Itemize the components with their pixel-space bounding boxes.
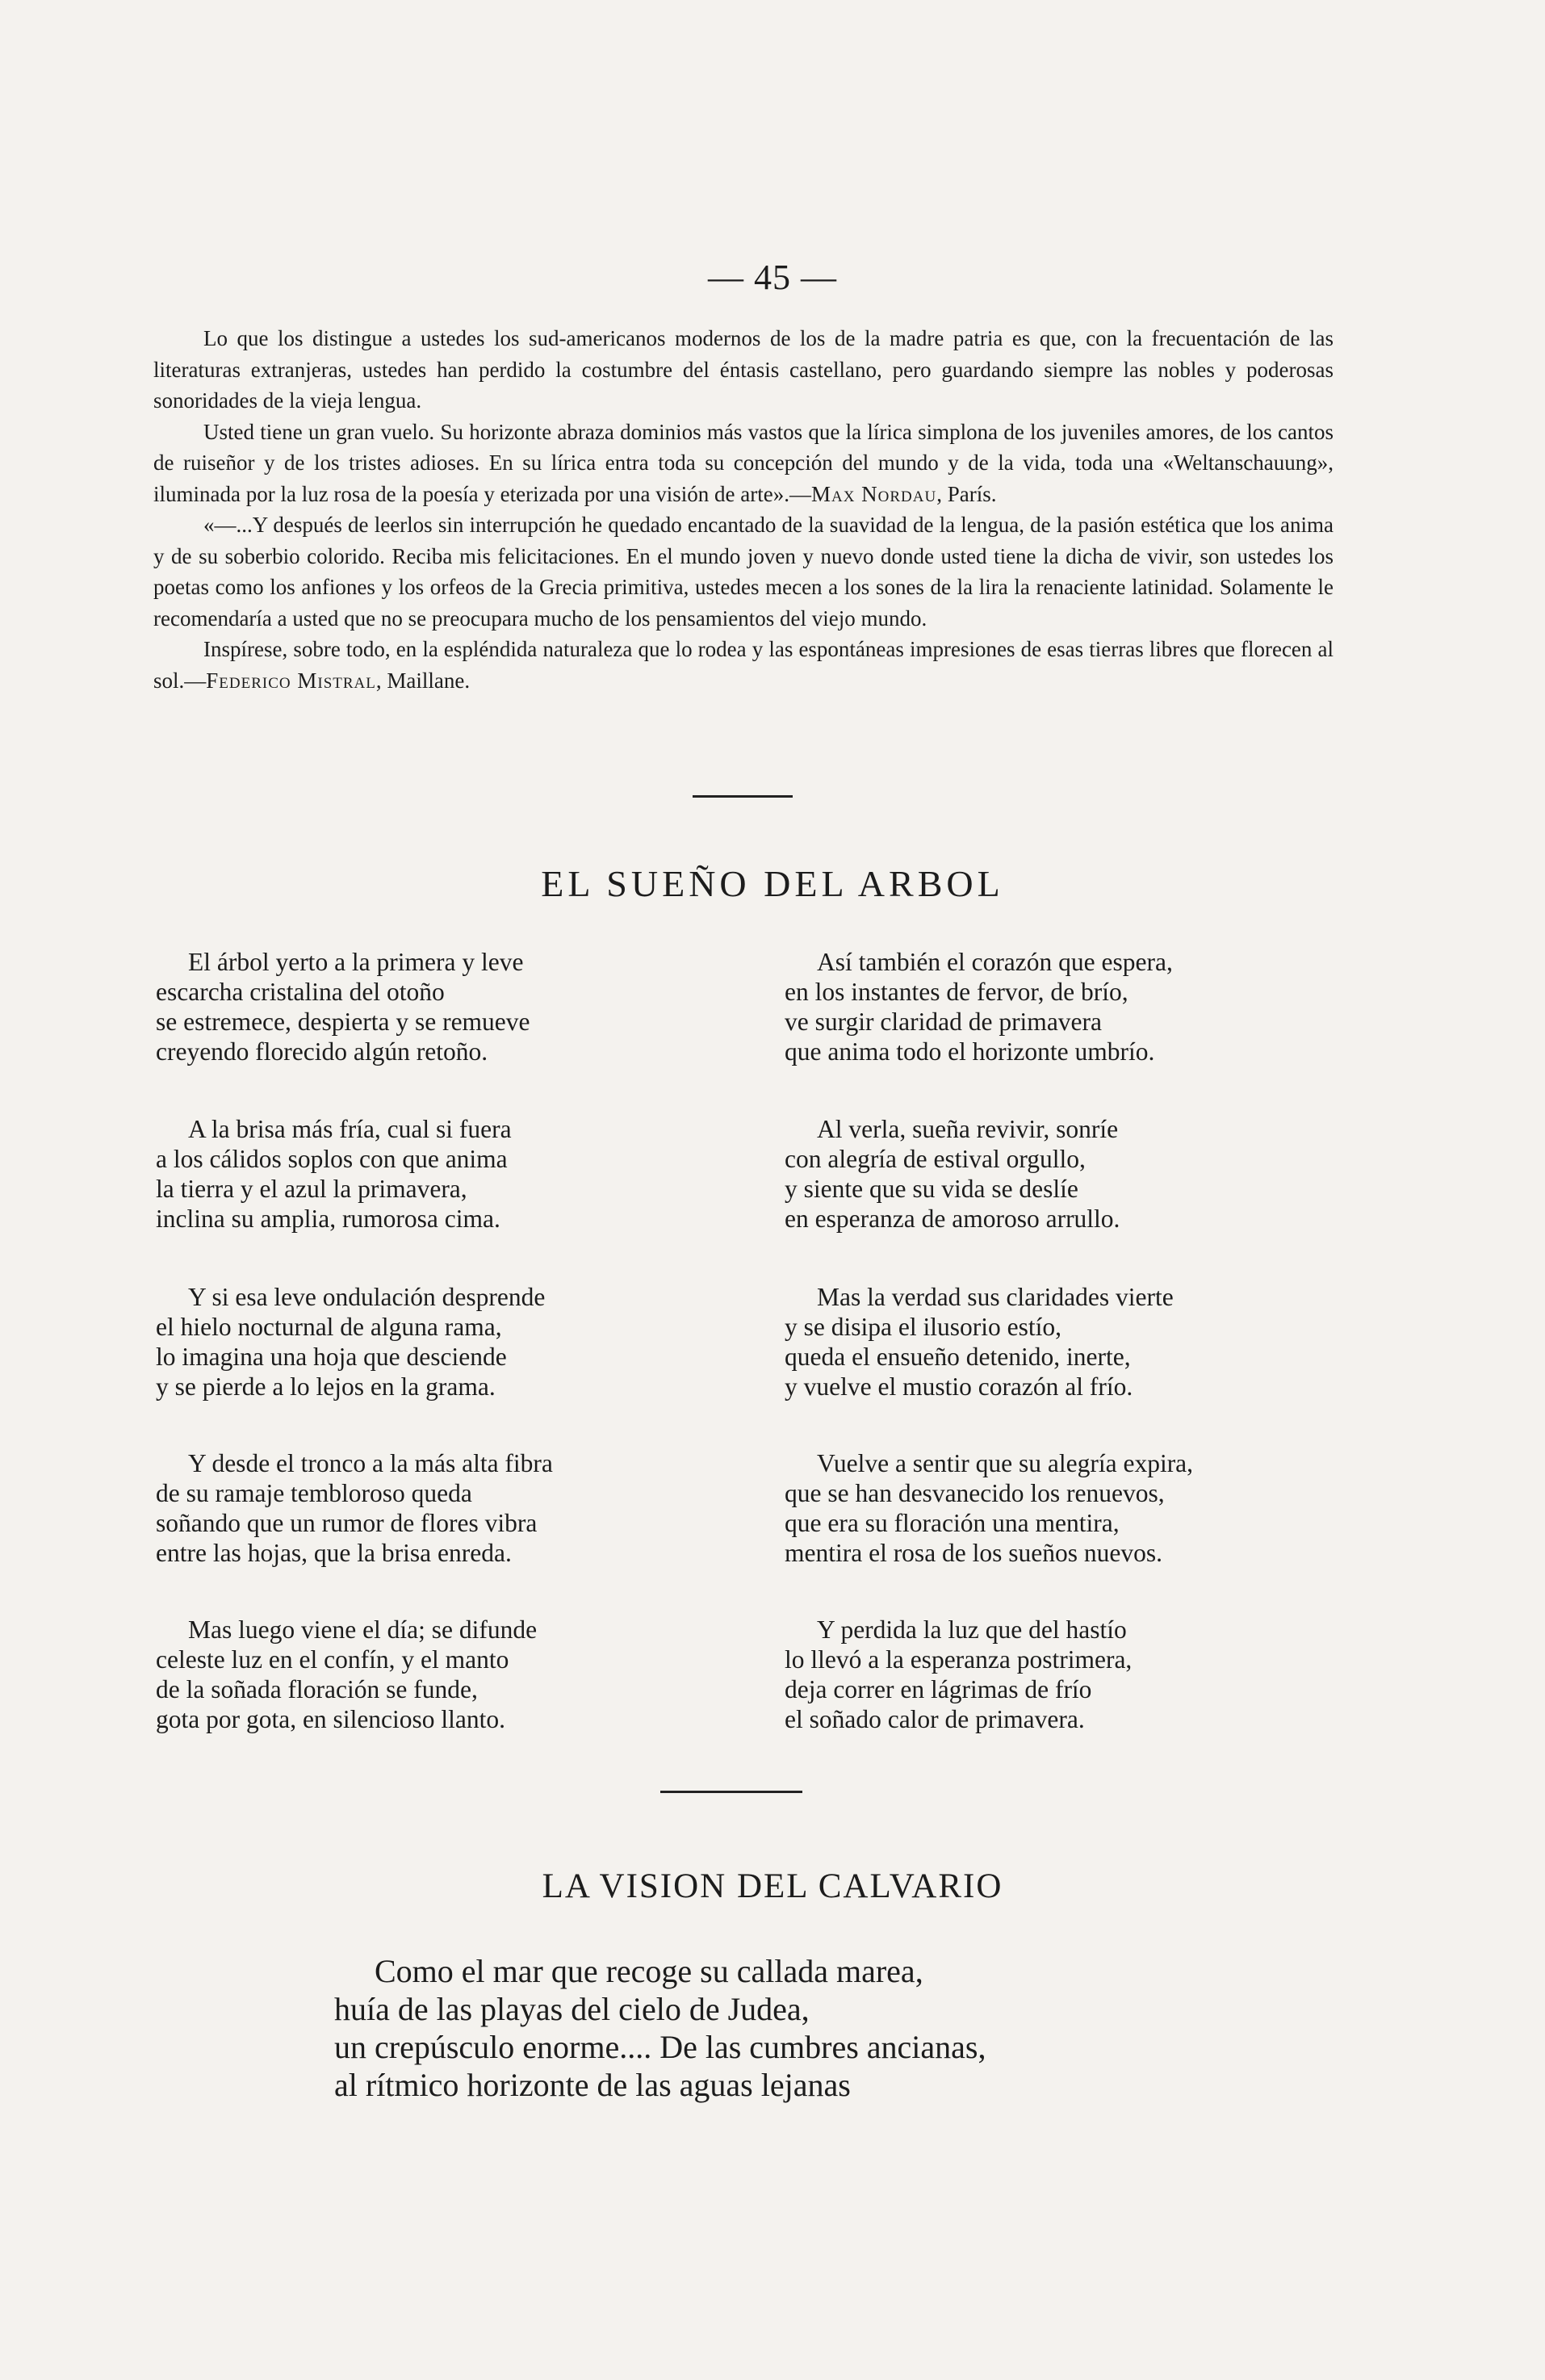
poem-body bbox=[334, 1952, 986, 2104]
author-place: , Maillane. bbox=[375, 668, 471, 693]
poem-line: lo llevó a la esperanza postrimera, bbox=[785, 1645, 1133, 1674]
section-divider bbox=[693, 795, 793, 798]
poem-line: que era su floración una mentira, bbox=[785, 1509, 1120, 1537]
poem-line: celeste luz en el confín, y el manto bbox=[156, 1645, 509, 1674]
author-signature: Federico Mistral bbox=[206, 668, 376, 693]
section-divider bbox=[660, 1791, 802, 1793]
poem-line: y siente que su vida se deslíe bbox=[785, 1175, 1078, 1203]
poem-line: y se pierde a lo lejos en la grama. bbox=[156, 1372, 496, 1401]
poem-line: Y desde el tronco a la más alta fibra bbox=[188, 1449, 553, 1477]
poem-title: EL SUEÑO DEL ARBOL bbox=[541, 863, 1004, 904]
poem-line: soñando que un rumor de flores vibra bbox=[156, 1509, 538, 1537]
stanza bbox=[785, 1282, 1174, 1402]
poem-line: ve surgir claridad de primavera bbox=[785, 1008, 1102, 1036]
poem-line: entre las hojas, que la brisa enreda. bbox=[156, 1539, 512, 1567]
poem-line: que se han desvanecido los renuevos, bbox=[785, 1479, 1165, 1507]
poem-line: en esperanza de amoroso arrullo. bbox=[785, 1205, 1120, 1233]
poem-line: Y perdida la luz que del hastío bbox=[817, 1615, 1127, 1644]
letter-paragraph bbox=[153, 634, 1334, 696]
poem-line: Al verla, sueña revivir, sonríe bbox=[817, 1115, 1119, 1143]
poem-line: Vuelve a sentir que su alegría expira, bbox=[817, 1449, 1194, 1477]
poem-line: al rítmico horizonte de las aguas lejanas bbox=[334, 2067, 851, 2103]
poem-line: la tierra y el azul la primavera, bbox=[156, 1175, 467, 1203]
poem-line: creyendo florecido algún retoño. bbox=[156, 1037, 488, 1066]
paragraph-text: Inspírese, sobre todo, en la espléndida naturaleza que lo rodea y las espontáneas impresiones de esas tierras libres que florecen al sol.— bbox=[153, 637, 1334, 693]
paragraph-text: Usted tiene un gran vuelo. Su horizonte abraza dominios más vastos que la lírica simplona de los juveniles amores, de los cantos de ruiseñor y de los tristes adioses. En su lírica entra toda su concepción del mundo y de la vida, toda una «Weltanschauung», iluminada por la luz rosa de la poesía y eterizada por una visión de arte».— bbox=[153, 419, 1334, 506]
stanza bbox=[785, 947, 1173, 1066]
poem-line: y se disipa el ilusorio estío, bbox=[785, 1313, 1061, 1341]
poem-line: Como el mar que recoge su callada marea, bbox=[334, 1953, 923, 1989]
poem-line: Mas luego viene el día; se difunde bbox=[188, 1615, 538, 1644]
poem-line: se estremece, despierta y se remueve bbox=[156, 1008, 530, 1036]
poem-line: queda el ensueño detenido, inerte, bbox=[785, 1343, 1131, 1371]
poem-line: huía de las playas del cielo de Judea, bbox=[334, 1991, 810, 2027]
stanza bbox=[785, 1448, 1193, 1568]
author-signature: Max Nordau bbox=[810, 481, 937, 506]
stanza bbox=[156, 947, 530, 1066]
letter-paragraph bbox=[153, 509, 1334, 634]
paragraph-text: Lo que los distingue a ustedes los sud-americanos modernos de los de la madre patria es que, con la frecuentación de las literaturas extranjeras, ustedes han perdido la costumbre del éntasis castellano, pero guardando siempre las nobles y poderosas sonoridades de la vieja lengua. bbox=[153, 326, 1334, 413]
poem-line: escarcha cristalina del otoño bbox=[156, 978, 445, 1006]
poem-line: Mas la verdad sus claridades vierte bbox=[817, 1283, 1174, 1311]
stanza bbox=[156, 1448, 553, 1568]
stanza bbox=[156, 1114, 512, 1234]
letters-section bbox=[153, 323, 1334, 696]
stanza bbox=[156, 1282, 545, 1402]
poem-line: a los cálidos soplos con que anima bbox=[156, 1145, 508, 1173]
stanza bbox=[785, 1615, 1132, 1734]
poem-line: mentira el rosa de los sueños nuevos. bbox=[785, 1539, 1163, 1567]
poem-line: lo imagina una hoja que desciende bbox=[156, 1343, 507, 1371]
poem-line: de su ramaje tembloroso queda bbox=[156, 1479, 472, 1507]
poem-title: LA VISION DEL CALVARIO bbox=[542, 1867, 1003, 1905]
poem-line: inclina su amplia, rumorosa cima. bbox=[156, 1205, 500, 1233]
page-number: — 45 — bbox=[708, 258, 837, 297]
poem-line: gota por gota, en silencioso llanto. bbox=[156, 1705, 506, 1733]
poem-line: con alegría de estival orgullo, bbox=[785, 1145, 1086, 1173]
poem-line: El árbol yerto a la primera y leve bbox=[188, 948, 524, 976]
poem-line: Y si esa leve ondulación desprende bbox=[188, 1283, 546, 1311]
poem-line: que anima todo el horizonte umbrío. bbox=[785, 1037, 1155, 1066]
poem-line: Así también el corazón que espera, bbox=[817, 948, 1173, 976]
paragraph-text: «—...Y después de leerlos sin interrupción he quedado encantado de la suavidad de la lengua, de la pasión estética que los anima y de su soberbio colorido. Reciba mis felicitaciones. En el mundo joven y nuevo donde usted tiene la dicha de vivir, son ustedes los poetas como los anfiones y los orfeos de la Grecia primitiva, ustedes mecen a los sones de la lira la renaciente latinidad. Solamente le recomendaría a usted que no se preocupara mucho de los pensamientos del viejo mundo. bbox=[153, 513, 1334, 631]
poem-line: un crepúsculo enorme.... De las cumbres ancianas, bbox=[334, 2029, 986, 2065]
poem-line: de la soñada floración se funde, bbox=[156, 1675, 478, 1703]
poem-line: y vuelve el mustio corazón al frío. bbox=[785, 1372, 1133, 1401]
poem-line: el hielo nocturnal de alguna rama, bbox=[156, 1313, 502, 1341]
poem-line: A la brisa más fría, cual si fuera bbox=[188, 1115, 512, 1143]
letter-paragraph bbox=[153, 417, 1334, 510]
poem-line: deja correr en lágrimas de frío bbox=[785, 1675, 1092, 1703]
stanza bbox=[156, 1615, 537, 1734]
author-place: , París. bbox=[936, 481, 997, 506]
letter-paragraph bbox=[153, 323, 1334, 417]
poem-line: en los instantes de fervor, de brío, bbox=[785, 978, 1128, 1006]
poem-line: el soñado calor de primavera. bbox=[785, 1705, 1085, 1733]
stanza bbox=[785, 1114, 1120, 1234]
